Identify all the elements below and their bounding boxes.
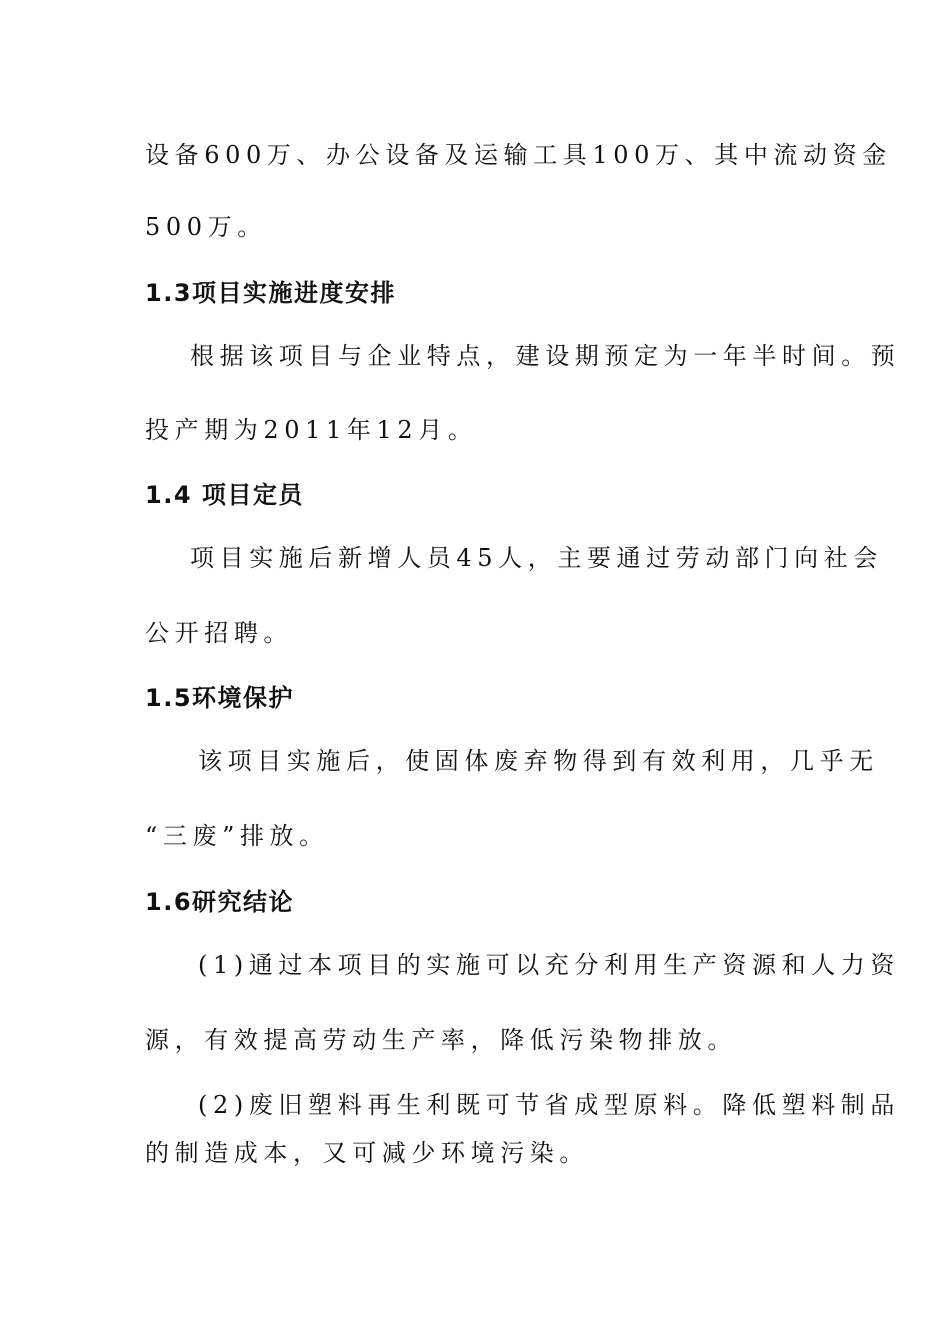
paragraph-environment-line-1: 该项目实施后，使固体废弃物得到有效利用，几乎无 xyxy=(198,747,879,775)
paragraph-conclusion-1-line-2: 源，有效提高劳动生产率，降低污染物排放。 xyxy=(145,1026,737,1054)
paragraph-staffing-line-2: 公开招聘。 xyxy=(145,619,293,647)
heading-environment: 1.5环境保护 xyxy=(145,684,295,712)
paragraph-schedule-line-2: 投产期为2011年12月。 xyxy=(145,416,478,444)
heading-conclusion: 1.6研究结论 xyxy=(145,888,295,916)
paragraph-staffing-line-1: 项目实施后新增人员45人，主要通过劳动部门向社会 xyxy=(190,544,883,572)
paragraph-schedule-line-1: 根据该项目与企业特点，建设期预定为一年半时间。预 xyxy=(190,342,901,370)
paragraph-conclusion-2-line-2: 的制造成本，又可减少环境污染。 xyxy=(145,1139,589,1167)
heading-staffing: 1.4 项目定员 xyxy=(145,481,304,509)
paragraph-conclusion-1-line-1: (1)通过本项目的实施可以充分利用生产资源和人力资 xyxy=(198,951,900,979)
heading-schedule: 1.3项目实施进度安排 xyxy=(145,279,397,307)
paragraph-conclusion-2-line-1: (2)废旧塑料再生利既可节省成型原料。降低塑料制品 xyxy=(198,1091,900,1119)
paragraph-environment-line-2: “三废”排放。 xyxy=(145,822,329,850)
paragraph-investment-line-1: 设备600万、办公设备及运输工具100万、其中流动资金 xyxy=(145,141,892,169)
paragraph-investment-line-2: 500万。 xyxy=(145,213,267,241)
